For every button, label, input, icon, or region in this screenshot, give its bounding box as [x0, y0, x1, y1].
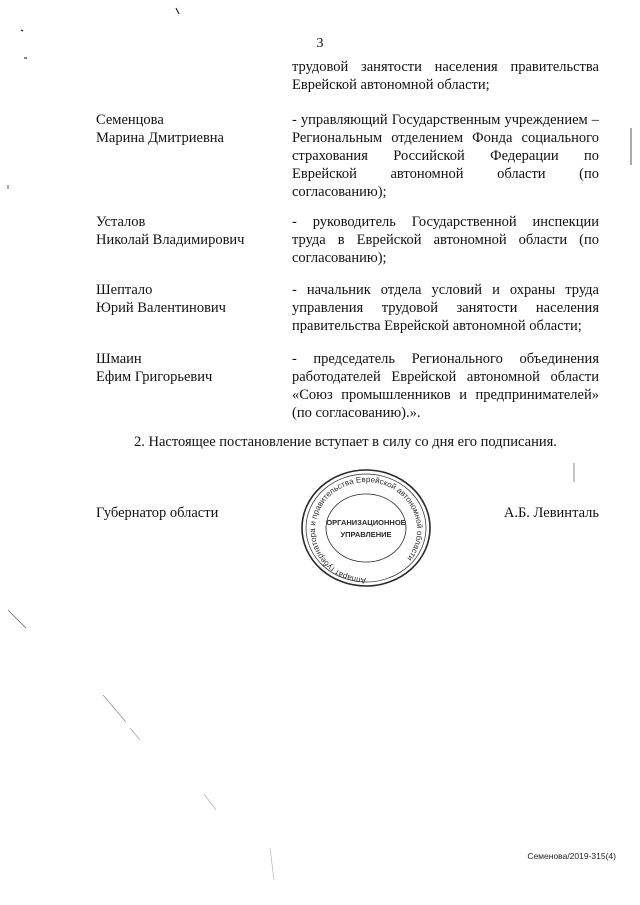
scan-mark — [176, 8, 179, 14]
member-given-names: Юрий Валентинович — [96, 300, 226, 316]
member-role: - председатель Регионального объединения работодателей Еврейской автономной области «Союз промышленников и предпринимателей» (по согласованию).». — [292, 351, 599, 421]
member-given-names: Ефим Григорьевич — [96, 369, 213, 385]
seal-center-line-2: УПРАВЛЕНИЕ — [340, 530, 392, 539]
member-role: - руководитель Государственной инспекции труда в Еврейской автономной области (по согласованию); — [292, 214, 599, 266]
member-surname: Шмаин — [96, 351, 142, 367]
clause-2: 2. Настоящее постановление вступает в силу со дня его подписания. — [134, 434, 557, 450]
scan-mark — [130, 728, 140, 740]
signatory-title: Губернатор области — [96, 505, 219, 521]
scan-mark — [103, 695, 126, 722]
scan-mark — [21, 30, 23, 31]
seal-center-line-1: ОРГАНИЗАЦИОННОЕ — [326, 518, 406, 527]
member-surname: Усталов — [96, 214, 146, 230]
continuation-text: трудовой занятости населения правительства Еврейской автономной области; — [292, 59, 599, 93]
page-number: 3 — [316, 36, 324, 51]
scan-mark — [204, 794, 216, 810]
member-role: - начальник отдела условий и охраны труда управления трудовой занятости населения правительства Еврейской автономной области; — [292, 282, 599, 334]
document-code: Семенова/2019-315(4) — [527, 851, 616, 861]
member-surname: Шептало — [96, 282, 153, 298]
scan-mark — [270, 848, 274, 880]
signatory-name: А.Б. Левинталь — [503, 505, 599, 521]
seal-ring-text: Аппарат губернатора и правительства Еврейской автономной области — [308, 474, 425, 586]
member-role: - управляющий Государственным учреждением – Региональным отделением Фонда социального страхования Российской Федерации по Еврейской автономной области (по согласованию); — [292, 112, 599, 200]
member-given-names: Марина Дмитриевна — [96, 130, 224, 146]
member-surname: Семенцова — [96, 112, 164, 128]
member-given-names: Николай Владимирович — [96, 232, 245, 248]
scan-mark — [8, 610, 26, 628]
